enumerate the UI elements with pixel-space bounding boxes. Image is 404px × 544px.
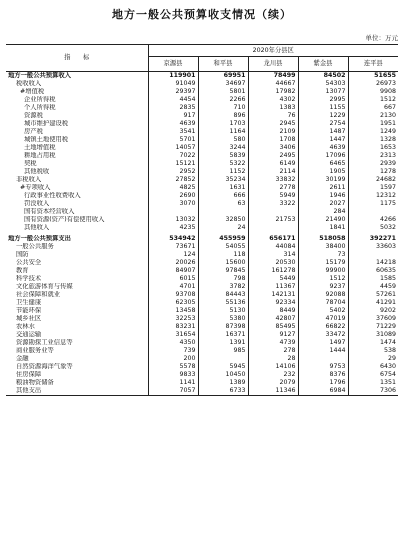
row-label: 个人所得税 bbox=[24, 104, 56, 111]
cell-value: 29 bbox=[348, 355, 398, 363]
row-label: 土地增值税 bbox=[24, 144, 56, 151]
cell-value: 5949 bbox=[248, 192, 298, 200]
cell-value: 32850 bbox=[198, 216, 248, 224]
cell-value: 1653 bbox=[348, 144, 398, 152]
cell-value: 13032 bbox=[148, 216, 198, 224]
cell-value: 62305 bbox=[148, 299, 198, 307]
cell-value: 4739 bbox=[248, 339, 298, 347]
cell-value: 1497 bbox=[298, 339, 348, 347]
cell-value: 7022 bbox=[148, 152, 198, 160]
table-row bbox=[6, 136, 398, 144]
cell-value: 33603 bbox=[348, 243, 398, 251]
cell-value: 124 bbox=[148, 251, 198, 259]
cell-value: 41291 bbox=[348, 299, 398, 307]
cell-value: 985 bbox=[198, 347, 248, 355]
cell-value: 200 bbox=[148, 355, 198, 363]
cell-value: 35234 bbox=[198, 176, 248, 184]
cell-value: 9753 bbox=[298, 363, 348, 371]
cell-value: 7057 bbox=[148, 387, 198, 396]
cell-value: 57261 bbox=[348, 291, 398, 299]
cell-value: 4639 bbox=[148, 120, 198, 128]
table-row bbox=[6, 299, 398, 307]
cell-value: 1585 bbox=[348, 275, 398, 283]
table-row bbox=[6, 72, 398, 81]
cell-value: 24 bbox=[198, 224, 248, 232]
row-label: 国有资本经营收入 bbox=[24, 208, 75, 215]
cell-value: 667 bbox=[348, 104, 398, 112]
table-row bbox=[6, 235, 398, 243]
cell-value: 33832 bbox=[248, 176, 298, 184]
cell-value: 3244 bbox=[198, 144, 248, 152]
cell-value: 7306 bbox=[348, 387, 398, 396]
cell-value: 8449 bbox=[248, 307, 298, 315]
cell-value: 1389 bbox=[198, 379, 248, 387]
cell-value: 6754 bbox=[348, 371, 398, 379]
row-label: 国有资源(资产)有偿使用收入 bbox=[24, 216, 105, 223]
cell-value: 1444 bbox=[298, 347, 348, 355]
column-header: 京源县 bbox=[148, 57, 198, 72]
cell-value: 2109 bbox=[248, 128, 298, 136]
cell-value: 4302 bbox=[248, 96, 298, 104]
cell-value: 656171 bbox=[248, 235, 298, 243]
table-row bbox=[6, 168, 398, 176]
table-row bbox=[6, 144, 398, 152]
cell-value: 6984 bbox=[298, 387, 348, 396]
table-row bbox=[6, 251, 398, 259]
cell-value: 44667 bbox=[248, 80, 298, 88]
cell-value: 6430 bbox=[348, 363, 398, 371]
cell-value bbox=[248, 208, 298, 216]
table-row bbox=[6, 104, 398, 112]
cell-value: 4701 bbox=[148, 283, 198, 291]
cell-value: 93708 bbox=[148, 291, 198, 299]
table-row bbox=[6, 259, 398, 267]
table-row bbox=[6, 339, 398, 347]
cell-value: 232 bbox=[248, 371, 298, 379]
cell-value: 1391 bbox=[198, 339, 248, 347]
cell-value: 5945 bbox=[198, 363, 248, 371]
cell-value: 2266 bbox=[198, 96, 248, 104]
cell-value: 15600 bbox=[198, 259, 248, 267]
cell-value: 917 bbox=[148, 112, 198, 120]
cell-value: 518058 bbox=[298, 235, 348, 243]
cell-value: 16371 bbox=[198, 331, 248, 339]
row-label: 非税收入 bbox=[16, 176, 42, 183]
table-row bbox=[6, 355, 398, 363]
cell-value: 42807 bbox=[248, 315, 298, 323]
cell-value: 84502 bbox=[298, 72, 348, 81]
cell-value: 5402 bbox=[298, 307, 348, 315]
row-label: 农林水 bbox=[16, 323, 35, 330]
row-label: 企业所得税 bbox=[24, 96, 56, 103]
cell-value: 69951 bbox=[198, 72, 248, 81]
cell-value: 15121 bbox=[148, 160, 198, 168]
cell-value: 3782 bbox=[198, 283, 248, 291]
cell-value: 34697 bbox=[198, 80, 248, 88]
cell-value: 1951 bbox=[348, 120, 398, 128]
cell-value: 1175 bbox=[348, 200, 398, 208]
cell-value: 78704 bbox=[298, 299, 348, 307]
row-label: 社会保障和就业 bbox=[16, 291, 61, 298]
table-row bbox=[6, 160, 398, 168]
cell-value: 87398 bbox=[198, 323, 248, 331]
cell-value: 1631 bbox=[198, 184, 248, 192]
cell-value: 12312 bbox=[348, 192, 398, 200]
row-label: 其他收入 bbox=[24, 224, 50, 231]
cell-value: 8376 bbox=[298, 371, 348, 379]
cell-value: 4825 bbox=[148, 184, 198, 192]
cell-value: 1487 bbox=[298, 128, 348, 136]
cell-value: 30199 bbox=[298, 176, 348, 184]
row-label: 公共安全 bbox=[16, 259, 42, 266]
cell-value: 1841 bbox=[298, 224, 348, 232]
table-row bbox=[6, 152, 398, 160]
row-label: 粮油物资储备 bbox=[16, 379, 54, 386]
cell-value: 2130 bbox=[348, 112, 398, 120]
cell-value: 44084 bbox=[248, 243, 298, 251]
cell-value: 9908 bbox=[348, 88, 398, 96]
indicator-header: 指 标 bbox=[6, 45, 148, 72]
cell-value: 2114 bbox=[248, 168, 298, 176]
cell-value: 896 bbox=[198, 112, 248, 120]
cell-value: 78499 bbox=[248, 72, 298, 81]
cell-value: 2945 bbox=[248, 120, 298, 128]
row-label: 罚没收入 bbox=[24, 200, 50, 207]
table-row bbox=[6, 96, 398, 104]
cell-value: 2690 bbox=[148, 192, 198, 200]
cell-value: 83231 bbox=[148, 323, 198, 331]
row-label: 住房保障 bbox=[16, 371, 42, 378]
cell-value: 92088 bbox=[298, 291, 348, 299]
cell-value: 666 bbox=[198, 192, 248, 200]
column-header: 紫金县 bbox=[298, 57, 348, 72]
cell-value: 60635 bbox=[348, 267, 398, 275]
cell-value: 538 bbox=[348, 347, 398, 355]
cell-value: 1141 bbox=[148, 379, 198, 387]
cell-value: 5130 bbox=[198, 307, 248, 315]
cell-value bbox=[198, 208, 248, 216]
cell-value: 21490 bbox=[298, 216, 348, 224]
row-label: 一般公共服务 bbox=[16, 243, 54, 250]
row-label: 耕地占用税 bbox=[24, 152, 56, 159]
cell-value bbox=[148, 208, 198, 216]
cell-value: 2079 bbox=[248, 379, 298, 387]
table-row bbox=[6, 88, 398, 96]
cell-value: 455959 bbox=[198, 235, 248, 243]
cell-value: 13077 bbox=[298, 88, 348, 96]
table-row bbox=[6, 120, 398, 128]
table-row bbox=[6, 200, 398, 208]
cell-value: 534942 bbox=[148, 235, 198, 243]
cell-value: 63 bbox=[198, 200, 248, 208]
cell-value: 9833 bbox=[148, 371, 198, 379]
budget-table bbox=[6, 44, 398, 396]
row-label: 城乡社区 bbox=[16, 315, 42, 322]
row-label: 教育 bbox=[16, 267, 29, 274]
column-header: 和平县 bbox=[198, 57, 248, 72]
cell-value bbox=[248, 224, 298, 232]
cell-value: 6465 bbox=[298, 160, 348, 168]
table-row bbox=[6, 323, 398, 331]
row-label: 税收收入 bbox=[16, 80, 42, 87]
table-row bbox=[6, 208, 398, 216]
table-row bbox=[6, 216, 398, 224]
cell-value: 2027 bbox=[298, 200, 348, 208]
row-label: 房产税 bbox=[24, 128, 43, 135]
cell-value: 5578 bbox=[148, 363, 198, 371]
cell-value: 31089 bbox=[348, 331, 398, 339]
cell-value: 1351 bbox=[348, 379, 398, 387]
cell-value: 51655 bbox=[348, 72, 398, 81]
cell-value: 1383 bbox=[248, 104, 298, 112]
cell-value: 47019 bbox=[298, 315, 348, 323]
table-row bbox=[6, 371, 398, 379]
year-group-header: 2020年分县区 bbox=[148, 45, 398, 57]
table-row bbox=[6, 347, 398, 355]
cell-value: 85495 bbox=[248, 323, 298, 331]
cell-value: 284 bbox=[298, 208, 348, 216]
cell-value: 17982 bbox=[248, 88, 298, 96]
cell-value: 84907 bbox=[148, 267, 198, 275]
cell-value: 2778 bbox=[248, 184, 298, 192]
cell-value: 27852 bbox=[148, 176, 198, 184]
cell-value bbox=[348, 208, 398, 216]
table-row bbox=[6, 128, 398, 136]
cell-value: 33472 bbox=[298, 331, 348, 339]
cell-value: 99900 bbox=[298, 267, 348, 275]
cell-value: 1328 bbox=[348, 136, 398, 144]
column-header: 龙川县 bbox=[248, 57, 298, 72]
row-label: 其他支出 bbox=[6, 387, 148, 396]
row-label: 其他税收 bbox=[24, 168, 50, 175]
cell-value: 84443 bbox=[198, 291, 248, 299]
cell-value: 4266 bbox=[348, 216, 398, 224]
cell-value: 26973 bbox=[348, 80, 398, 88]
table-row bbox=[6, 379, 398, 387]
cell-value: 3541 bbox=[148, 128, 198, 136]
row-label: 卫生健康 bbox=[16, 299, 42, 306]
cell-value: 580 bbox=[198, 136, 248, 144]
row-label: 文化旅游体育与传媒 bbox=[16, 283, 73, 290]
cell-value: 119901 bbox=[148, 72, 198, 81]
table-row bbox=[6, 243, 398, 251]
row-label: 资源勘探工业信息等 bbox=[16, 339, 73, 346]
cell-value: 4454 bbox=[148, 96, 198, 104]
cell-value: 14057 bbox=[148, 144, 198, 152]
cell-value: 32253 bbox=[148, 315, 198, 323]
table-row bbox=[6, 291, 398, 299]
cell-value: 3070 bbox=[148, 200, 198, 208]
cell-value: 142131 bbox=[248, 291, 298, 299]
cell-value: 1708 bbox=[248, 136, 298, 144]
cell-value: 29397 bbox=[148, 88, 198, 96]
cell-value: 2995 bbox=[298, 96, 348, 104]
cell-value: 24682 bbox=[348, 176, 398, 184]
table-row bbox=[6, 267, 398, 275]
cell-value bbox=[198, 355, 248, 363]
cell-value: 4235 bbox=[148, 224, 198, 232]
table-row bbox=[6, 224, 398, 232]
cell-value: 2313 bbox=[348, 152, 398, 160]
unit-label: 单位：万元 bbox=[365, 34, 398, 42]
cell-value: 5839 bbox=[198, 152, 248, 160]
cell-value: 3322 bbox=[248, 200, 298, 208]
cell-value: 2495 bbox=[248, 152, 298, 160]
table-row bbox=[6, 363, 398, 371]
cell-value: 14218 bbox=[348, 259, 398, 267]
cell-value: 1703 bbox=[198, 120, 248, 128]
table-row bbox=[6, 283, 398, 291]
row-label: 城市维护建设税 bbox=[24, 120, 69, 127]
row-label: 地方一般公共预算支出 bbox=[8, 235, 71, 242]
cell-value: 1249 bbox=[348, 128, 398, 136]
cell-value: 9237 bbox=[298, 283, 348, 291]
cell-value: 1512 bbox=[298, 275, 348, 283]
row-label: 城镇土地使用税 bbox=[24, 136, 69, 143]
cell-value: 5801 bbox=[198, 88, 248, 96]
cell-value: 392271 bbox=[348, 235, 398, 243]
cell-value: 5380 bbox=[198, 315, 248, 323]
cell-value: 20530 bbox=[248, 259, 298, 267]
cell-value: 2939 bbox=[348, 160, 398, 168]
cell-value: 11346 bbox=[248, 387, 298, 396]
cell-value: 73671 bbox=[148, 243, 198, 251]
row-label: 地方一般公共预算收入 bbox=[8, 72, 71, 79]
cell-value: 1796 bbox=[298, 379, 348, 387]
cell-value: 5449 bbox=[248, 275, 298, 283]
cell-value: 15179 bbox=[298, 259, 348, 267]
cell-value: 17096 bbox=[298, 152, 348, 160]
cell-value: 91049 bbox=[148, 80, 198, 88]
cell-value: 1946 bbox=[298, 192, 348, 200]
cell-value: 6733 bbox=[198, 387, 248, 396]
cell-value: 5032 bbox=[348, 224, 398, 232]
table-row bbox=[6, 387, 398, 396]
cell-value: 4459 bbox=[348, 283, 398, 291]
row-label: 交通运输 bbox=[16, 331, 42, 338]
cell-value: 1155 bbox=[298, 104, 348, 112]
cell-value: 55136 bbox=[198, 299, 248, 307]
column-header: 连平县 bbox=[348, 57, 398, 72]
cell-value: 1447 bbox=[298, 136, 348, 144]
cell-value: 161278 bbox=[248, 267, 298, 275]
cell-value: 28 bbox=[248, 355, 298, 363]
cell-value: 1278 bbox=[348, 168, 398, 176]
cell-value: 71229 bbox=[348, 323, 398, 331]
cell-value: 14106 bbox=[248, 363, 298, 371]
cell-value: 1164 bbox=[198, 128, 248, 136]
row-label: 国防 bbox=[16, 251, 29, 258]
cell-value: 13458 bbox=[148, 307, 198, 315]
cell-value bbox=[298, 355, 348, 363]
cell-value: 1512 bbox=[348, 96, 398, 104]
cell-value: 1229 bbox=[298, 112, 348, 120]
cell-value: 6149 bbox=[248, 160, 298, 168]
cell-value: 66822 bbox=[298, 323, 348, 331]
cell-value: 710 bbox=[198, 104, 248, 112]
cell-value: 4350 bbox=[148, 339, 198, 347]
cell-value: 1474 bbox=[348, 339, 398, 347]
cell-value: 1597 bbox=[348, 184, 398, 192]
cell-value: 54303 bbox=[298, 80, 348, 88]
cell-value: 4639 bbox=[298, 144, 348, 152]
cell-value: 278 bbox=[248, 347, 298, 355]
cell-value: 97845 bbox=[198, 267, 248, 275]
cell-value: 314 bbox=[248, 251, 298, 259]
table-row bbox=[6, 80, 398, 88]
cell-value: 2952 bbox=[148, 168, 198, 176]
row-label: 契税 bbox=[24, 160, 37, 167]
cell-value: 118 bbox=[198, 251, 248, 259]
cell-value: 54055 bbox=[198, 243, 248, 251]
cell-value: 9127 bbox=[248, 331, 298, 339]
cell-value: 92334 bbox=[248, 299, 298, 307]
row-label: 金融 bbox=[16, 355, 29, 362]
row-label: 自然资源海洋气象等 bbox=[16, 363, 73, 370]
cell-value: 2835 bbox=[148, 104, 198, 112]
cell-value: 20026 bbox=[148, 259, 198, 267]
cell-value: 37609 bbox=[348, 315, 398, 323]
row-label: 商业服务业等 bbox=[16, 347, 54, 354]
cell-value: 73 bbox=[298, 251, 348, 259]
row-label: 资源税 bbox=[24, 112, 43, 119]
table-row bbox=[6, 275, 398, 283]
cell-value: 1152 bbox=[198, 168, 248, 176]
table-row bbox=[6, 112, 398, 120]
cell-value: 5701 bbox=[148, 136, 198, 144]
page-title: 地方一般公共预算收支情况（续） bbox=[112, 8, 292, 21]
cell-value: 739 bbox=[148, 347, 198, 355]
table-row bbox=[6, 184, 398, 192]
row-label: 科学技术 bbox=[16, 275, 42, 282]
table-row bbox=[6, 315, 398, 323]
row-label: 节能环保 bbox=[16, 307, 42, 314]
cell-value: 2611 bbox=[298, 184, 348, 192]
cell-value: 10450 bbox=[198, 371, 248, 379]
cell-value: 3406 bbox=[248, 144, 298, 152]
cell-value: 2754 bbox=[298, 120, 348, 128]
cell-value: 9202 bbox=[348, 307, 398, 315]
table-row bbox=[6, 331, 398, 339]
cell-value: 5322 bbox=[198, 160, 248, 168]
cell-value: 76 bbox=[248, 112, 298, 120]
table-row bbox=[6, 307, 398, 315]
cell-value: 798 bbox=[198, 275, 248, 283]
cell-value: 6015 bbox=[148, 275, 198, 283]
cell-value: 38400 bbox=[298, 243, 348, 251]
cell-value: 11367 bbox=[248, 283, 298, 291]
table-row bbox=[6, 192, 398, 200]
table-row bbox=[6, 176, 398, 184]
row-label: #增值税 bbox=[20, 88, 45, 95]
cell-value: 1905 bbox=[298, 168, 348, 176]
cell-value: 31654 bbox=[148, 331, 198, 339]
row-label: 行政事业性收费收入 bbox=[24, 192, 81, 199]
row-label: #专项收入 bbox=[20, 184, 51, 191]
cell-value: 21753 bbox=[248, 216, 298, 224]
cell-value bbox=[348, 251, 398, 259]
